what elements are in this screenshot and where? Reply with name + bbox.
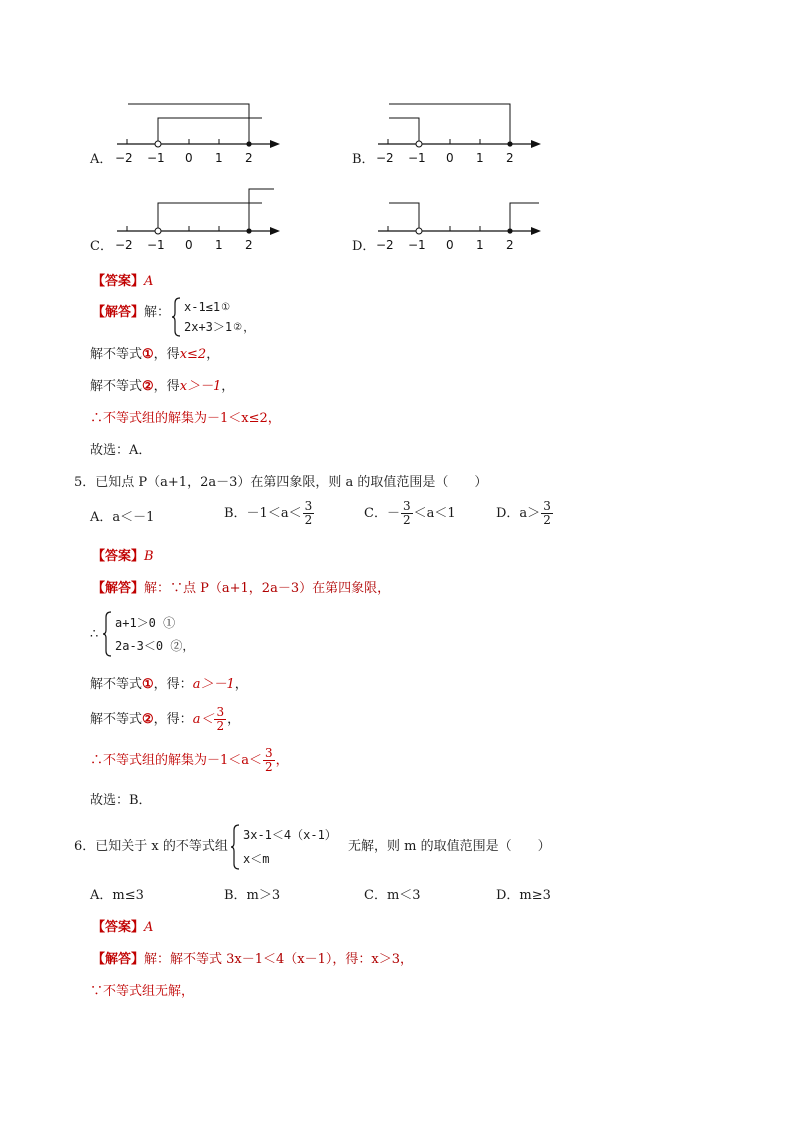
circle-1: ① (221, 301, 231, 313)
q4-step1: 解不等式①，得x≤2， (90, 347, 220, 362)
tick-label: −1 (408, 238, 426, 252)
fraction: $\frac{3}{2}$ (304, 499, 313, 527)
q6-option-d: D．m≥3 (496, 888, 551, 903)
tick-label: 2 (506, 151, 514, 165)
number-line-a (112, 96, 282, 168)
q5-option-b: B．－1＜a＜ $\frac{3}{2}$ (224, 499, 313, 527)
q5-option-d: D．a＞ $\frac{3}{2}$ (496, 499, 551, 527)
q6-answer-line: 【答案】A (92, 920, 154, 935)
q5-step1: 解不等式①，得：a＞－1， (90, 677, 248, 692)
q4-choose: 故选：A． (90, 443, 152, 458)
q6-note: ∵不等式组无解， (90, 984, 195, 999)
fraction: $\frac{3}{2}$ (402, 499, 411, 527)
q5-answer-line: 【答案】B (92, 549, 154, 564)
q5-analysis-line: 【解答】解：∵点 P（a+1，2a－3）在第四象限， (92, 581, 391, 596)
tick-label: 2 (506, 238, 514, 252)
brace-icon (172, 297, 182, 337)
q5-stem: 5．已知点 P（a+1，2a－3）在第四象限，则 a 的取值范围是（ ） (74, 475, 488, 490)
option-b-letter: B． (352, 152, 375, 167)
q4-step2: 解不等式②，得x＞－1， (90, 379, 235, 394)
therefore-symbol: ∴ (90, 627, 99, 642)
q5-step2: 解不等式②，得：a＜ $\frac{3}{2}$ ， (90, 705, 241, 733)
q6-option-a: A．m≤3 (90, 888, 144, 903)
analysis-label: 【解答】 (92, 305, 145, 320)
q4-conclusion: ∴不等式组的解集为－1＜x≤2， (90, 411, 281, 426)
tick-label: 1 (476, 238, 484, 252)
circle-2: ② (233, 321, 243, 333)
brace-icon (231, 824, 241, 870)
q6-analysis-line: 【解答】解：解不等式 3x－1＜4（x－1），得：x＞3， (92, 952, 413, 967)
q6-system-line2: x＜m (243, 852, 270, 866)
tick-label: 0 (446, 151, 454, 165)
brace-icon (103, 611, 113, 657)
q4-system-line2: 2x+3＞1②， (184, 320, 256, 334)
option-a-letter: A． (90, 152, 113, 167)
q5-system-line1: a+1＞0 ① (115, 616, 176, 630)
tick-label: −2 (115, 151, 133, 165)
q5-choose: 故选：B． (90, 793, 152, 808)
q6-option-c: C．m＜3 (364, 888, 421, 903)
tick-label: −2 (376, 238, 394, 252)
q6-stem-post: 无解，则 m 的取值范围是（ ） (348, 839, 551, 854)
q5-option-c: C．－ $\frac{3}{2}$ ＜a＜1 (364, 499, 456, 527)
q5-system-line2: 2a-3＜0 ②， (115, 639, 195, 653)
q6-stem-pre: 6．已知关于 x 的不等式组 (74, 839, 228, 854)
fraction: $\frac{3}{2}$ (265, 746, 273, 774)
tick-label: 1 (215, 238, 223, 252)
q5-conclusion: ∴不等式组的解集为－1＜a＜ $\frac{3}{2}$ ， (90, 746, 289, 774)
q6-system-line1: 3x-1＜4（x-1） (243, 828, 337, 842)
tick-label: 1 (476, 151, 484, 165)
q4-system-line1: x-1≤1① (184, 300, 231, 314)
tick-label: 2 (245, 238, 253, 252)
number-line-d (373, 183, 543, 255)
number-line-c (112, 183, 282, 255)
tick-label: 0 (185, 151, 193, 165)
tick-label: −2 (115, 238, 133, 252)
tick-label: −2 (376, 151, 394, 165)
fraction: $\frac{3}{2}$ (543, 499, 551, 527)
tick-label: −1 (147, 238, 165, 252)
answer-label: 【答案】 (92, 274, 145, 289)
q6-option-b: B．m＞3 (224, 888, 281, 903)
tick-label: −1 (147, 151, 165, 165)
tick-label: −1 (408, 151, 426, 165)
tick-label: 0 (185, 238, 193, 252)
option-d-letter: D． (352, 239, 376, 254)
tick-label: 0 (446, 238, 454, 252)
q4-analysis-line (92, 304, 170, 322)
tick-label: 2 (245, 151, 253, 165)
q4-answer-line (92, 273, 153, 291)
answer-value: A (144, 274, 154, 289)
fraction: $\frac{3}{2}$ (216, 705, 225, 733)
number-line-b (373, 96, 543, 168)
analysis-prefix: 解： (144, 305, 171, 320)
q5-option-a: A．a＜－1 (90, 510, 155, 525)
option-c-letter: C． (90, 239, 113, 254)
tick-label: 1 (215, 151, 223, 165)
